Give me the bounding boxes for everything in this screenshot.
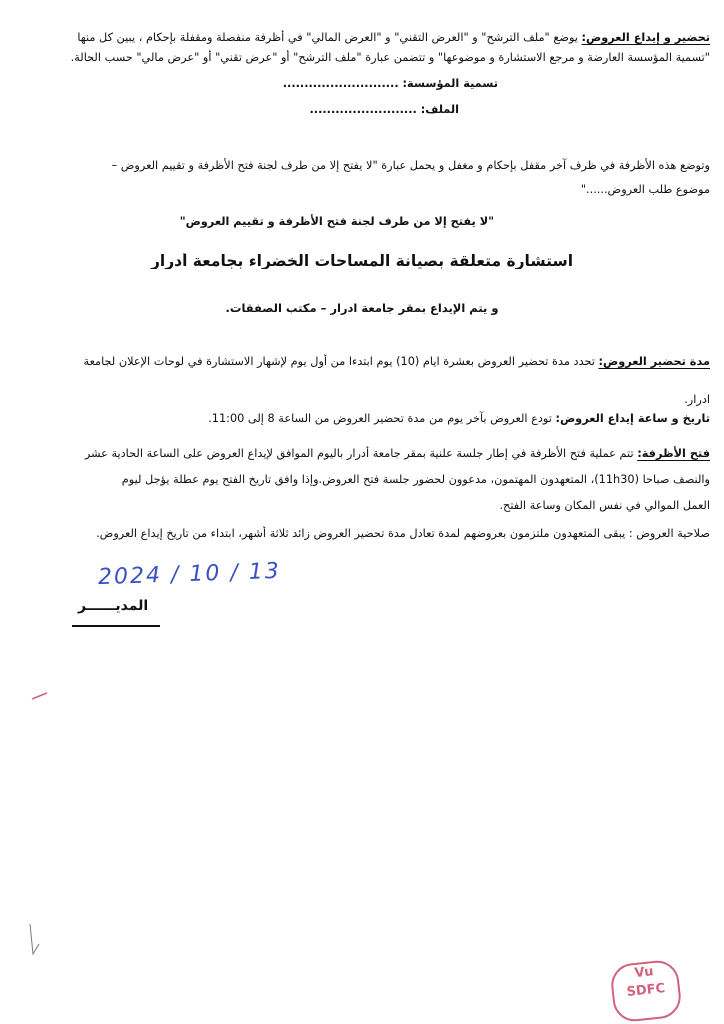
- file-field: الملف: .........................: [309, 103, 459, 116]
- deposit-text: تودع العروض بآخر يوم من مدة تحضير العروض من الساعة 8 إلى 11:00.: [208, 412, 552, 425]
- opening-paragraph: [10, 446, 710, 462]
- duration-heading: مدة تحضير العروض:: [598, 355, 710, 368]
- deposit-location: و يتم الإيداع بمقر جامعة ادرار – مكتب الصفقات.: [225, 301, 499, 315]
- deposit-heading: تاريخ و ساعة إيداع العروض:: [555, 412, 710, 425]
- opening-heading: فتح الأظرفة:: [637, 447, 710, 460]
- deposit-paragraph: [10, 411, 710, 427]
- prep-text: يوضع "ملف الترشح" و "العرض التقني" و "العرض المالي" في أظرفة منفصلة ومقفلة بإحكام ، يبين كل منها: [77, 31, 578, 44]
- stamp-line1: Vu: [633, 964, 655, 982]
- opening-line2: والنصف صباحا (11h30)، المتعهدون المهتمون، مدعوون لحضور جلسة فتح العروض.وإذا وافق تاريخ الفتح يوم عطلة يؤجل ليوم: [121, 473, 710, 486]
- duration-paragraph: [10, 354, 710, 370]
- validity-heading: صلاحية العروض :: [628, 527, 710, 540]
- pencil-mark-icon: [26, 920, 42, 960]
- duration-continuation: ادرار.: [684, 393, 710, 406]
- stamp-line2: SDFC: [625, 981, 666, 1000]
- envelope-line1: وتوضع هذه الأظرفة في ظرف آخر مقفل بإحكام و مغفل و يحمل عبارة "لا يفتح إلا من طرف لجنة فتح الأظرفة و تقييم العروض –: [111, 159, 710, 172]
- handwritten-date: 2024 / 10 / 13: [97, 558, 282, 591]
- director-label: المديــــــر: [78, 598, 149, 614]
- validity-paragraph: [10, 526, 710, 542]
- duration-text: تحدد مدة تحضير العروض بعشرة ايام (10) يوم ابتدءا من أول يوم لإشهار الاستشارة في لوحات الإعلان لجامعة: [83, 355, 595, 368]
- pen-mark-icon: [30, 690, 50, 702]
- prep-paragraph-line1: [10, 30, 710, 46]
- opening-line3: العمل الموالي في نفس المكان وساعة الفتح.: [499, 499, 710, 512]
- director-signature-label: [78, 598, 148, 614]
- director-underline: [70, 620, 162, 632]
- consultation-title: استشارة متعلقة بصيانة المساحات الخضراء بجامعة أدرار: [150, 253, 574, 269]
- prep-paragraph-line2: "تسمية المؤسسة العارضة و مرجع الاستشارة و موضوعها" و تتضمن عبارة "ملف الترشح" أو "عرض تقني" أو "عرض مالي" حسب الحالة.: [70, 51, 710, 64]
- approval-stamp: [609, 959, 683, 1024]
- prep-heading: تحضير و إيداع العروض:: [581, 31, 710, 44]
- envelope-quote: "لا يفتح إلا من طرف لجنة فتح الأظرفة و تقييم العروض": [179, 215, 494, 228]
- validity-text: يبقى المتعهدون ملتزمون بعروضهم لمدة تعادل مدة تحضير العروض زائد ثلاثة أشهر، ابتداء من تاريخ إيداع العروض.: [96, 527, 626, 540]
- opening-text: تتم عملية فتح الأظرفة في إطار جلسة علنية بمقر جامعة أدرار باليوم الموافق لإيداع العروض على الساعة الحادية عشر: [84, 447, 634, 460]
- org-name-field: تسمية المؤسسة: ...........................: [282, 77, 498, 90]
- envelope-line2: موضوع طلب العروض......": [580, 183, 710, 196]
